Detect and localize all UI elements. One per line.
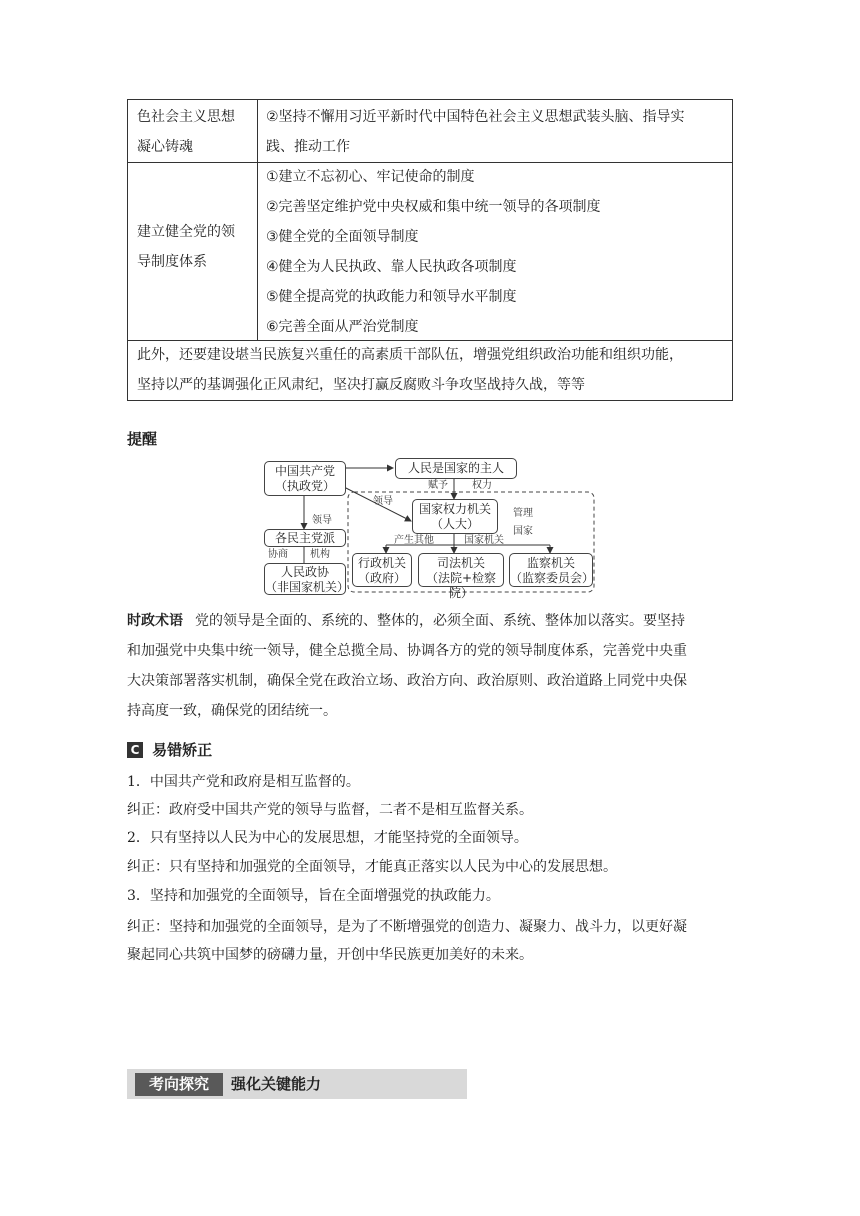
section-title-reminder: 提醒 xyxy=(127,430,158,448)
state-organs-label: 国家机关 xyxy=(464,535,504,546)
error-item: 2．只有坚持以人民为中心的发展思想，才能坚持党的全面领导。 xyxy=(127,830,528,846)
manage-text: 管理 xyxy=(513,508,533,519)
table-row1-right xyxy=(257,99,733,163)
table-cell-text: 建立健全党的领 xyxy=(137,224,235,240)
table-cell-text: ②坚持不懈用习近平新时代中国特色社会主义思想武装头脑、指导实 xyxy=(266,109,685,125)
admin-label: 行政机关 xyxy=(357,556,406,570)
banner-left-label: 考向探究 xyxy=(135,1073,223,1096)
cppcc-sublabel: （非国家机关） xyxy=(265,580,350,594)
lead-label-top: 领导 xyxy=(373,496,393,507)
produce-label: 产生其他 xyxy=(394,535,434,546)
error-item: 1．中国共产党和政府是相互监督的。 xyxy=(127,774,360,790)
cppcc-label: 人民政协 xyxy=(280,565,329,579)
cpc-label: 中国共产党 xyxy=(274,464,335,478)
terms-line: 和加强党中央集中统一领导，健全总揽全局、协调各方的党的领导制度体系，完善党中央重 xyxy=(127,643,687,659)
table-row3 xyxy=(127,340,733,401)
cppcc-box xyxy=(264,563,350,595)
npc-sublabel: （人大） xyxy=(430,517,479,531)
list-item: ⑤健全提高党的执政能力和领导水平制度 xyxy=(266,289,517,305)
list-item: ③健全党的全面领导制度 xyxy=(266,229,419,245)
correction-item: 纠正：只有坚持和加强党的全面领导，才能真正落实以人民为中心的发展思想。 xyxy=(127,859,617,875)
terms-label: 时政术语 xyxy=(127,613,183,629)
error-item: 3．坚持和加强党的全面领导，旨在全面增强党的执政能力。 xyxy=(127,888,500,904)
judicial-label: 司法机关 xyxy=(436,556,485,570)
supervision-sublabel: （监察委员会） xyxy=(510,571,595,585)
table-row2-right xyxy=(257,162,733,341)
consult-label: 协商 xyxy=(268,549,288,560)
errors-header xyxy=(127,739,212,759)
terms-line: 持高度一致，确保党的团结统一。 xyxy=(127,703,337,719)
lead-label-left: 领导 xyxy=(312,515,332,526)
supervision-label: 监察机关 xyxy=(526,556,575,570)
cpc-sublabel: （执政党） xyxy=(274,479,335,493)
admin-organ-box xyxy=(352,553,412,587)
list-item: ④健全为人民执政、靠人民执政各项制度 xyxy=(266,259,517,275)
banner-right-label: 强化关键能力 xyxy=(231,1075,322,1093)
npc-label: 国家权力机关 xyxy=(418,502,491,516)
list-item: ⑥完善全面从严治党制度 xyxy=(266,319,419,335)
admin-sublabel: （政府） xyxy=(357,571,406,585)
judicial-organ-box xyxy=(418,553,504,600)
errors-title: 易错矫正 xyxy=(152,741,213,759)
correction-item: 纠正：政府受中国共产党的领导与监督，二者不是相互监督关系。 xyxy=(127,802,533,818)
organ-label: 机构 xyxy=(310,549,330,560)
table-cell-text: 践、推动工作 xyxy=(266,139,350,155)
policy-table xyxy=(127,99,733,401)
terms-paragraph xyxy=(127,606,735,726)
table-row1-left xyxy=(127,99,258,163)
table-cell-text: 凝心铸魂 xyxy=(137,139,193,155)
table-cell-text: 坚持以严的基调强化正风肃纪，坚决打赢反腐败斗争攻坚战持久战，等等 xyxy=(137,377,585,393)
power-label: 权力 xyxy=(472,480,492,491)
section-banner xyxy=(127,1069,467,1099)
cpc-box xyxy=(264,461,346,496)
judicial-sublabel: （法院+检察院） xyxy=(425,571,497,600)
table-cell-text: 色社会主义思想 xyxy=(137,109,235,125)
grant-label: 赋予 xyxy=(428,480,448,491)
list-item: ②完善坚定维护党中央权威和集中统一领导的各项制度 xyxy=(266,199,601,215)
people-box: 人民是国家的主人 xyxy=(395,458,517,479)
c-icon: C xyxy=(127,742,143,758)
table-cell-text: 导制度体系 xyxy=(137,254,207,270)
list-item: ①建立不忘初心、牢记使命的制度 xyxy=(266,169,475,185)
org-diagram xyxy=(258,455,598,600)
table-cell-text: 此外，还要建设堪当民族复兴重任的高素质干部队伍，增强党组织政治功能和组织功能， xyxy=(137,347,683,363)
npc-box xyxy=(412,499,498,534)
terms-line: 大决策部署落实机制，确保全党在政治立场、政治方向、政治原则、政治道路上同党中央保 xyxy=(127,673,687,689)
correction-item: 纠正：坚持和加强党的全面领导，是为了不断增强党的创造力、凝聚力、战斗力，以更好凝 xyxy=(127,919,687,935)
table-row2-left xyxy=(127,162,258,341)
democratic-parties-box: 各民主党派 xyxy=(264,529,346,547)
supervision-organ-box xyxy=(509,553,593,587)
manage-text: 国家 xyxy=(513,526,533,537)
terms-line: 党的领导是全面的、系统的、整体的，必须全面、系统、整体加以落实。要坚持 xyxy=(195,613,685,629)
manage-state-label xyxy=(513,505,533,541)
correction-item: 聚起同心共筑中国梦的磅礴力量，开创中华民族更加美好的未来。 xyxy=(127,947,533,963)
